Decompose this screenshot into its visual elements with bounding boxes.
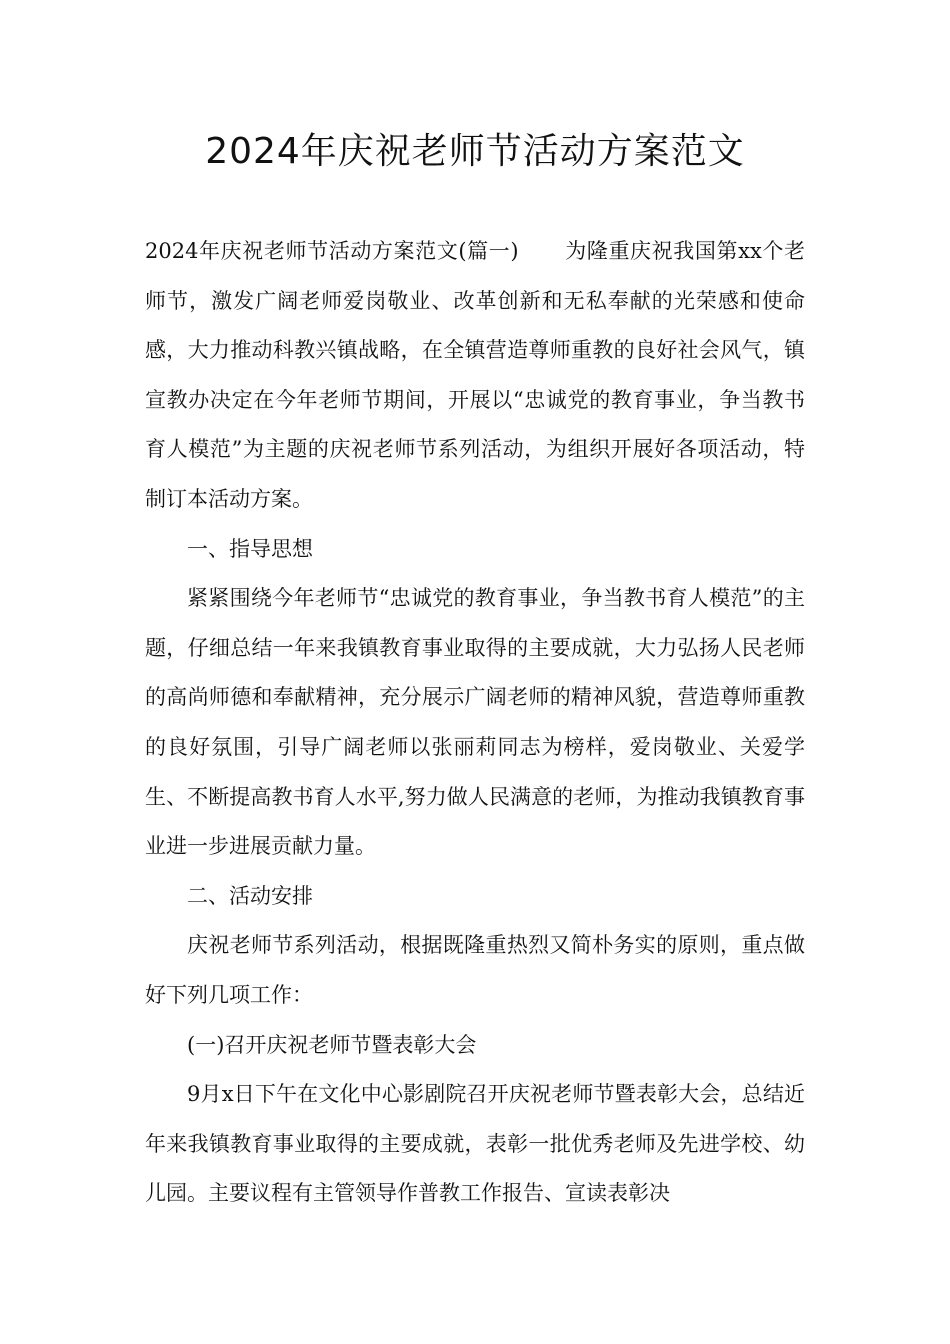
intro-paragraph — [145, 227, 805, 525]
section-heading: 二、活动安排 — [187, 883, 313, 908]
intro-heading: 2024年庆祝老师节活动方案范文(篇一) — [145, 239, 519, 263]
subsection-heading: (一)召开庆祝老师节暨表彰大会 — [187, 1032, 477, 1057]
document-title: 2024年庆祝老师节活动方案范文 — [205, 131, 745, 172]
document-body — [145, 227, 805, 1219]
paragraph: 9月x日下午在文化中心影剧院召开庆祝老师节暨表彰大会，总结近年来我镇教育事业取得的主要成就，表彰一批优秀老师及先进学校、幼儿园。主要议程有主管领导作普教工作报告、宣读表彰决 — [145, 1082, 805, 1206]
paragraph: 庆祝老师节系列活动，根据既隆重热烈又简朴务实的原则，重点做好下列几项工作： — [145, 933, 805, 1007]
paragraph-text: 为隆重庆祝我国第xx个老师节，激发广阔老师爱岗敬业、改革创新和无私奉献的光荣感和使命感，大力推动科教兴镇战略，在全镇营造尊师重教的良好社会风气，镇宣教办决定在今年老师节期间，开展以“忠诚党的教育事业，争当教书育人模范”为主题的庆祝老师节系列活动，为组织开展好各项活动，特制订本活动方案。 — [145, 239, 806, 511]
paragraph: 紧紧围绕今年老师节“忠诚党的教育事业，争当教书育人模范”的主题，仔细总结一年来我镇教育事业取得的主要成就，大力弘扬人民老师的高尚师德和奉献精神，充分展示广阔老师的精神风貌，营造尊师重教的良好氛围，引导广阔老师以张丽莉同志为榜样，爱岗敬业、关爱学生、不断提高教书育人水平,努力做人民满意的老师，为推动我镇教育事业进一步进展贡献力量。 — [145, 586, 805, 859]
section-heading: 一、指导思想 — [187, 536, 313, 561]
